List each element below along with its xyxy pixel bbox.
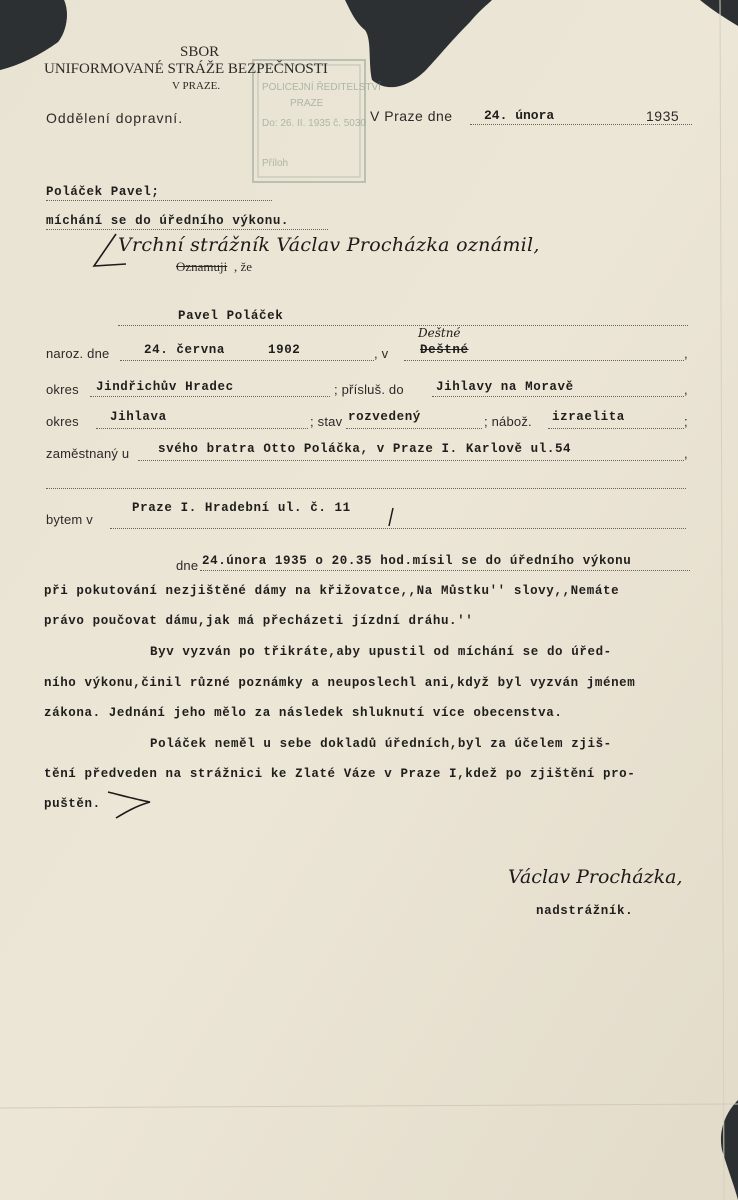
narrative-line-2: při pokutování nezjištěné dámy na křižovatce,,Na Můstku'' slovy,,Nemáte	[44, 584, 620, 598]
blank-line-underline	[46, 488, 686, 489]
born-label: naroz. dne	[46, 346, 110, 361]
narrative-line-8: tění předveden na strážnici ke Zlaté Váze v Praze I,kdež po zjištění pro-	[44, 767, 636, 781]
narrative-line-7: Poláček neměl u sebe dokladů úředních,byl za účelem zjiš-	[150, 737, 612, 751]
residence: Praze I. Hradební ul. č. 11	[132, 501, 351, 515]
stamp-line-4: Příloh	[262, 158, 289, 169]
reporter-printed-struck: Oznamuji	[176, 259, 228, 274]
narrative-line-5: ního výkonu,činil různé poznámky a neuposlechl ani,když byl vyzván jménem	[44, 676, 636, 690]
comma-2: ,	[684, 382, 688, 397]
narrative-line-6: zákona. Jednání jeho mělo za následek shluknutí více obecenstva.	[44, 706, 563, 720]
subject-underline	[46, 200, 272, 201]
belongs-label: ; přísluš. do	[334, 382, 404, 397]
handwritten-tick-mark	[386, 506, 396, 528]
district2: Jihlava	[110, 410, 167, 424]
reporter-printed-rest: , že	[234, 259, 253, 274]
status-label: ; stav	[310, 414, 343, 429]
date-underline	[470, 124, 692, 125]
district2-underline	[96, 428, 308, 429]
born-in-label: , v	[374, 346, 389, 361]
org-line-3: V PRAZE.	[172, 80, 221, 92]
day-underline	[200, 570, 690, 571]
name-underline	[118, 325, 688, 326]
day-label: dne	[176, 558, 199, 573]
stamp-line-1: POLICEJNÍ ŘEDITELSTVÍ	[262, 82, 381, 93]
district-label: okres	[46, 382, 79, 397]
status: rozvedený	[348, 410, 421, 424]
born-place-underline	[404, 360, 684, 361]
born-place-handwritten: Deštné	[418, 326, 461, 340]
reporter-handwritten: Vrchní strážník Václav Procházka oznámil,	[118, 234, 540, 256]
narrative-line-4: Byv vyzván po třikráte,aby upustil od míchání se do úřed-	[150, 645, 612, 659]
signature-handwritten: Václav Procházka,	[508, 866, 683, 888]
born-place-struck: Deštné	[420, 343, 469, 357]
employed-label: zaměstnaný u	[46, 446, 130, 461]
born-date: 24. června	[144, 343, 226, 357]
status-underline	[346, 428, 482, 429]
employed-underline	[138, 460, 684, 461]
residence-label: bytem v	[46, 512, 93, 527]
org-line-1: SBOR	[180, 44, 220, 60]
employed-at: svého bratra Otto Poláčka, v Praze I. Karlově ul.54	[158, 442, 572, 456]
religion-underline	[548, 428, 684, 429]
district: Jindřichův Hradec	[96, 380, 234, 394]
district2-label: okres	[46, 414, 79, 429]
stamp-line-2: PRAZE	[290, 98, 324, 109]
subject-name: Poláček Pavel;	[46, 185, 160, 199]
narrative-line-1: 24.února 1935 o 20.35 hod.mísil se do úředního výkonu	[202, 554, 632, 568]
date-year: 1935	[646, 108, 680, 124]
narrative-line-3: právo poučovat dámu,jak má přecházeti jízdní dráhu.''	[44, 614, 474, 628]
comma-3: ,	[684, 446, 688, 461]
religion-label: ; nábož.	[484, 414, 532, 429]
department: Oddělení dopravní.	[46, 110, 184, 126]
belongs-underline	[432, 396, 684, 397]
narrative-line-9: puštěn.	[44, 797, 101, 811]
person-name: Pavel Poláček	[178, 309, 284, 323]
signature-title: nadstrážník.	[536, 904, 634, 918]
born-underline	[120, 360, 374, 361]
belongs-to: Jihlavy na Moravě	[436, 380, 574, 394]
residence-underline	[110, 528, 686, 529]
born-year: 1902	[268, 343, 301, 357]
stamp-line-3: Do: 26. II. 1935 č. 5030	[262, 118, 366, 129]
district-underline	[90, 396, 330, 397]
semicolon-1: ;	[684, 414, 688, 429]
date-value: 24. února	[484, 108, 555, 123]
subject-matter: míchání se do úředního výkonu.	[46, 214, 290, 228]
religion: izraelita	[552, 410, 625, 424]
date-prefix: V Praze dne	[370, 108, 453, 124]
handwritten-end-mark	[104, 786, 154, 820]
comma-1: ,	[684, 346, 688, 361]
org-line-2: UNIFORMOVANÉ STRÁŽE BEZPEČNOSTI	[44, 61, 328, 77]
